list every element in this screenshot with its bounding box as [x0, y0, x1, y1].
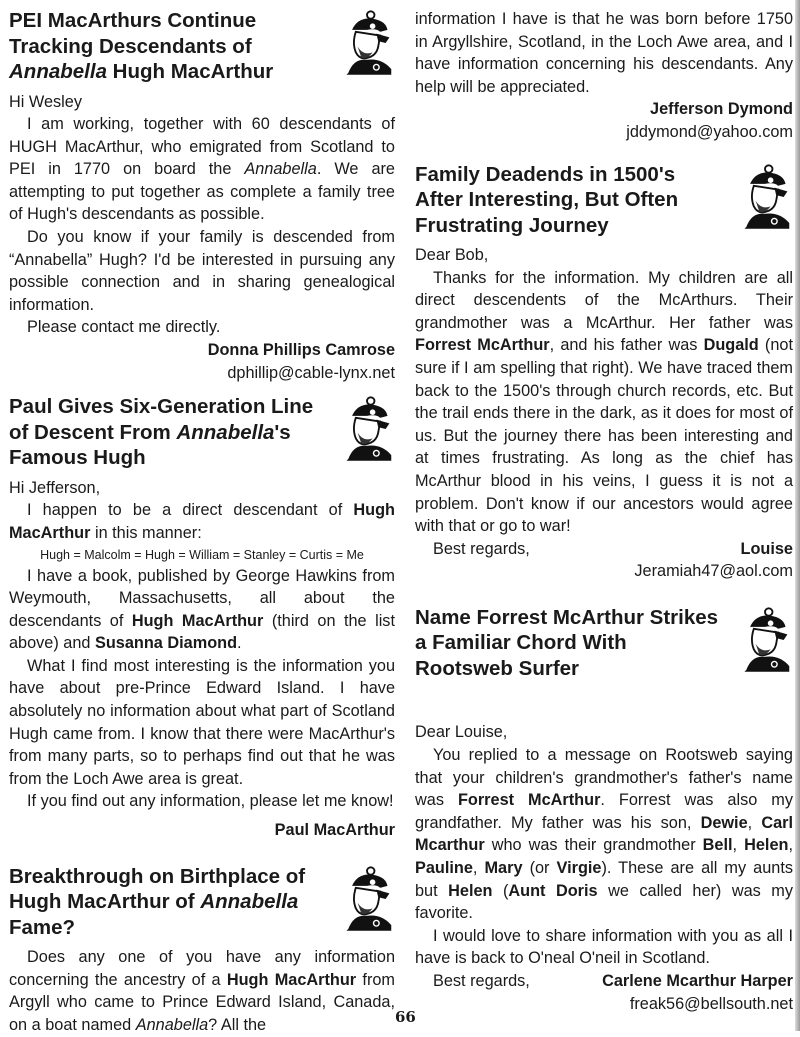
text-run: Paul Gives Six-Generation Line of Descent From — [9, 395, 314, 444]
text-run: ). These are all my aunts but — [415, 859, 793, 900]
signature: Carlene Mcarthur Harper — [602, 972, 793, 990]
paragraph — [9, 113, 395, 226]
bold-text: Hugh MacArthur — [9, 501, 395, 542]
text-run: , — [747, 813, 762, 832]
bold-text: Hugh MacArthur — [131, 611, 264, 630]
body-paragraphs — [9, 113, 395, 339]
italic-text: Annabella — [200, 890, 299, 914]
italic-text: Annabella — [135, 1015, 209, 1034]
bold-text: Forrest McArthur — [457, 791, 601, 810]
text-run: I am working, together with 60 descendants of HUGH MacArthur, who emigrated from Scotland to PEI in 1770 on board the — [9, 115, 395, 179]
italic-text: Annabella — [9, 60, 107, 83]
body-paragraphs — [9, 946, 395, 1036]
page-edge-shadow — [795, 0, 800, 1031]
bold-text: Dugald — [703, 336, 759, 355]
text-run: who was their grandmother — [484, 836, 703, 855]
greeting: Hi Jefferson, — [9, 478, 101, 497]
body-paragraphs — [9, 499, 395, 544]
text-run: . — [237, 634, 242, 653]
continued-paragraph — [415, 8, 793, 98]
pirate-mascot-icon — [737, 605, 793, 675]
text-run: (not sure if I am spelling that right). We have traced them back to the 1500's through church records, etc. But the trail ends there in the dark, as it does for most of us. But the journey there has been interesting and at times frustrating. As long as the chief has McArthur blood in his veins, I guess it is not a problem. Don't know if our ancestors would agree with that or go to war! — [415, 336, 793, 536]
article-pei-macarthurs — [9, 8, 395, 384]
text-run: in this manner: — [90, 523, 202, 542]
article-name-forrest-mcarthur — [415, 605, 793, 1015]
bold-text: Hugh MacArthur — [226, 970, 357, 989]
article-title — [9, 394, 395, 471]
right-column — [415, 8, 793, 1015]
text-run: , and his father was — [549, 336, 704, 355]
bold-text: Helen — [448, 881, 493, 900]
text-run: ? All the — [208, 1015, 267, 1034]
bold-text: Aunt Doris — [508, 881, 598, 900]
signature: Jefferson Dymond — [650, 100, 793, 119]
text-run: PEI MacArthurs Continue Tracking Descendants of — [9, 9, 257, 58]
greeting: Hi Wesley — [9, 92, 82, 111]
body-paragraphs — [9, 565, 395, 814]
lineage-line: Hugh = Malcolm = Hugh = William = Stanley = Curtis = Me — [40, 547, 364, 562]
text-run: , — [788, 836, 793, 855]
article-title — [9, 8, 395, 85]
greeting: Dear Louise, — [415, 723, 508, 742]
paragraph — [415, 744, 793, 925]
closing-line — [415, 538, 793, 561]
text-run: from Argyll who came to Prince Edward Island, Canada, on a boat named — [9, 970, 395, 1034]
closing-line — [415, 970, 793, 993]
bold-text: Bell — [702, 836, 733, 855]
text-run: Hugh MacArthur — [106, 60, 274, 83]
text-run: Name Forrest McArthur Strikes a Familiar Chord With Rootsweb Surfer — [415, 605, 719, 680]
email-address: freak56@bellsouth.net — [629, 994, 793, 1013]
pirate-mascot-icon — [339, 864, 395, 934]
bold-text: Helen — [744, 836, 789, 855]
bold-text: Virgie — [556, 859, 602, 878]
text-run: Family Deadends in 1500's After Interesting, But Often Frustrating Journey — [415, 162, 679, 237]
paragraph — [9, 790, 395, 813]
article-family-deadends — [415, 162, 793, 583]
paragraph — [415, 267, 793, 538]
paragraph — [9, 499, 395, 544]
pirate-mascot-icon — [737, 162, 793, 232]
paragraph — [9, 565, 395, 655]
text-run: Breakthrough on Birthplace of Hugh MacArthur of — [9, 864, 306, 914]
text-run: What I find most interesting is the information you have about pre-Prince Edward Island. I have absolutely no information about what part of Scotland Hugh came from. I know that there were MacArthur's from many parts, so to perhaps find out that he was from the Loch Awe area is great. — [9, 656, 395, 788]
bold-text: Susanna Diamond — [95, 634, 238, 653]
text-run: , — [732, 836, 745, 855]
bold-text: Pauline — [415, 859, 473, 878]
text-run: I would love to share information with you as all I have is back to O'neal O'neil in Scotland. — [415, 926, 793, 968]
text-run: (third on the list above) and — [9, 611, 395, 653]
left-column — [9, 8, 395, 1037]
paragraph — [9, 655, 395, 791]
text-run: . Forrest was also my grandfather. My father was his son, — [415, 791, 793, 832]
text-run: If you find out any information, please let me know! — [27, 792, 394, 811]
bold-text: Dewie — [700, 813, 748, 832]
greeting: Dear Bob, — [415, 246, 489, 265]
paragraph — [9, 226, 395, 316]
text-run: , — [472, 859, 485, 878]
body-paragraphs — [415, 744, 793, 970]
closing: Best regards, — [433, 972, 530, 990]
text-run: we called her) was my favorite. — [415, 881, 793, 923]
pirate-mascot-icon — [339, 8, 395, 78]
text-run: I have a book, published by George Hawkins from Weymouth, Massachusetts, all about the descendants of — [9, 566, 395, 630]
article-continuation — [415, 8, 793, 144]
pirate-mascot-icon — [339, 394, 395, 464]
text-run: information I have is that he was born before 1750 in Argyllshire, Scotland, in the Loch Awe area, and I have information concerning his descendants. Any help will be appreciated. — [415, 10, 793, 96]
article-title — [9, 864, 395, 941]
bold-text: Mary — [484, 859, 523, 878]
bold-text: Carl Mcarthur — [415, 813, 793, 855]
text-run: You replied to a message on Rootsweb saying that your children's grandmother's father's name was — [415, 746, 793, 810]
italic-text: Annabella — [176, 420, 275, 444]
text-run: (or — [522, 859, 557, 878]
page-number: 66 — [395, 1008, 416, 1026]
closing: Best regards, — [433, 539, 530, 558]
text-run: Fame? — [9, 915, 76, 939]
signature: Louise — [740, 539, 793, 558]
body-paragraphs — [415, 267, 793, 538]
text-run: ( — [492, 881, 509, 900]
paragraph — [9, 946, 395, 1036]
article-breakthrough-birthplace — [9, 864, 395, 1037]
signature: Paul MacArthur — [274, 821, 395, 840]
text-run: Please contact me directly. — [27, 318, 221, 337]
bold-text: Forrest McArthur — [415, 336, 550, 355]
text-run: I happen to be a direct descendant of — [27, 501, 354, 520]
email-address: jddymond@yahoo.com — [626, 122, 793, 141]
italic-text: Annabella — [244, 160, 317, 179]
text-run: Thanks for the information. My children are all direct descendents of the McArthurs. Their grandmother was a McArthur. Her father was — [415, 268, 793, 332]
text-run: Do you know if your family is descended from “Annabella” Hugh? I'd be interested in pursuing any possible connection and in sharing genealogical information. — [9, 228, 395, 314]
text-run: Does any one of you have any information concerning the ancestry of a — [9, 948, 395, 989]
article-paul-six-generation — [9, 394, 395, 841]
email-address: dphillip@cable-lynx.net — [227, 363, 395, 382]
text-run: . We are attempting to put together as complete a family tree of Hugh's descendants as possible. — [9, 160, 395, 224]
paragraph — [415, 925, 793, 970]
signature: Donna Phillips Camrose — [207, 341, 395, 360]
email-address: Jeramiah47@aol.com — [634, 562, 793, 581]
text-run: 's Famous Hugh — [9, 420, 291, 470]
paragraph — [9, 316, 395, 339]
